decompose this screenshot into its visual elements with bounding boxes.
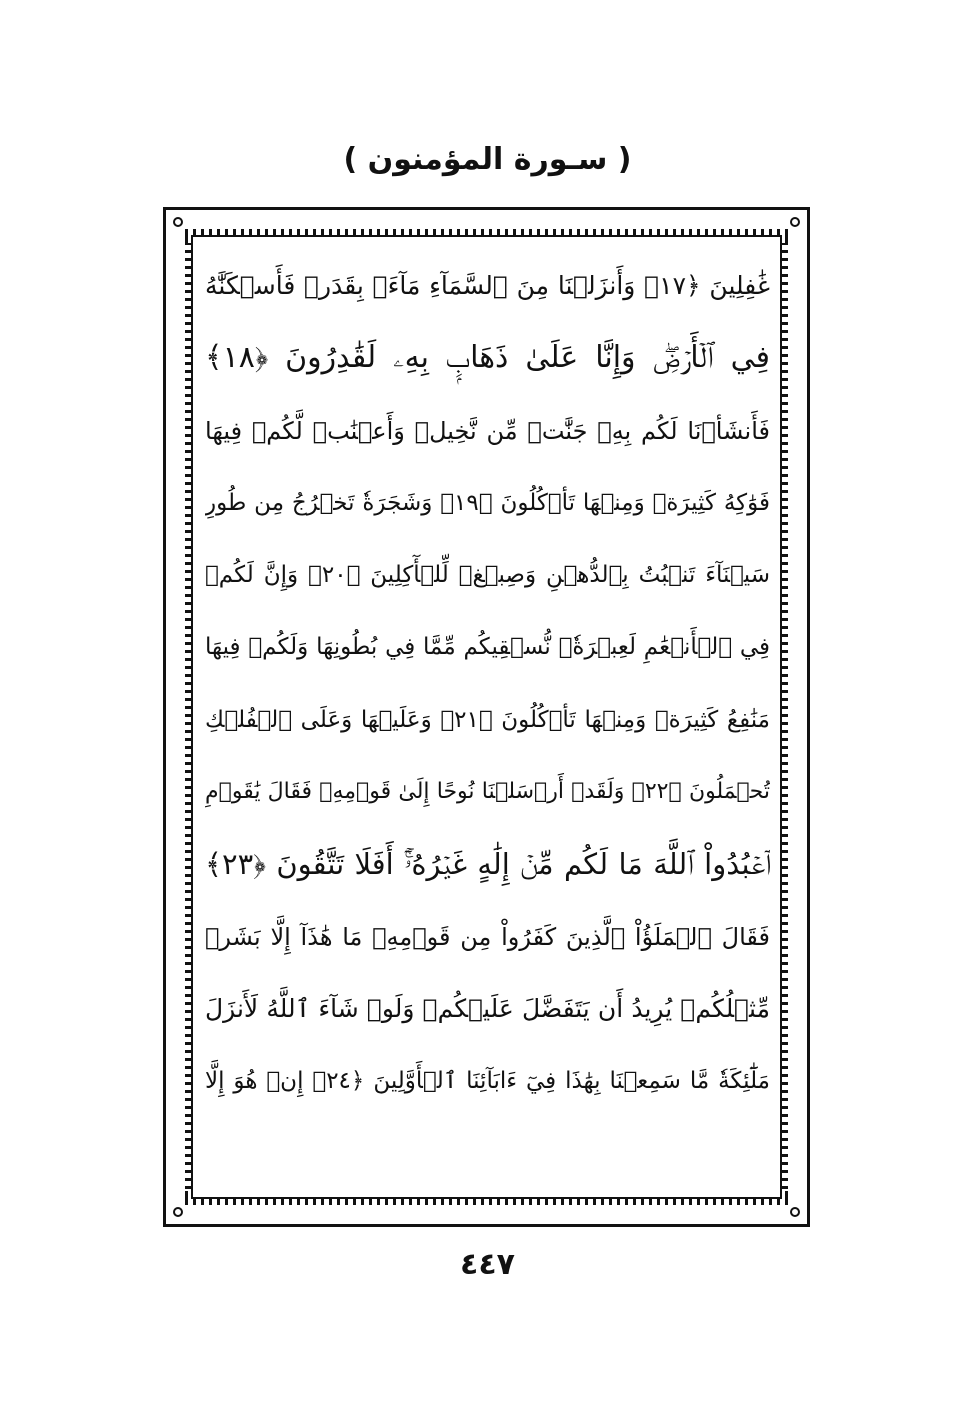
- text-line: فَقَالَ ٱلۡمَلَؤُاْ ٱلَّذِينَ كَفَرُواْ مِن قَوۡمِهِۦ مَا هَٰذَآ إِلَّا بَشَرٞ: [205, 922, 770, 951]
- text-line: غَٰفِلِينَ ﴿١٧﴾ وَأَنزَلۡنَا مِنَ ٱلسَّمَآءِ مَآءَۢ بِقَدَرٖ فَأَسۡكَنَّٰهُ: [205, 271, 770, 300]
- text-line: فَوَٰكِهُ كَثِيرَةٞ وَمِنۡهَا تَأۡكُلُونَ ﴿١٩﴾ وَشَجَرَةٗ تَخۡرُجُ مِن طُورِ: [205, 489, 770, 516]
- quran-text-body: [205, 250, 770, 1190]
- text-line: فِي ٱلۡأَنۡعَٰمِ لَعِبۡرَةٗۖ نُّسۡقِيكُم مِّمَّا فِي بُطُونِهَا وَلَكُمۡ فِيهَا: [205, 634, 770, 661]
- surah-title: ( سـورة المؤمنون ): [343, 142, 632, 177]
- corner-ornament: [790, 217, 800, 227]
- text-line: فَأَنشَأۡنَا لَكُم بِهِۦ جَنَّٰتٖ مِّن نَّخِيلٖ وَأَعۡنَٰبٖ لَّكُمۡ فِيهَا: [205, 416, 770, 445]
- page-number: ٤٤٧: [460, 1247, 515, 1282]
- text-line: فِي ٱلۡأَرۡضِۖ وَإِنَّا عَلَىٰ ذَهَابِۭ بِهِۦ لَقَٰدِرُونَ ﴿١٨﴾: [205, 340, 770, 376]
- corner-ornament: [173, 217, 183, 227]
- text-line: مَنَٰفِعُ كَثِيرَةٞ وَمِنۡهَا تَأۡكُلُونَ ﴿٢١﴾ وَعَلَيۡهَا وَعَلَى ٱلۡفُلۡكِ: [205, 706, 770, 733]
- text-line: سَيۡنَآءَ تَنۢبُتُ بِٱلدُّهۡنِ وَصِبۡغٖ لِّلۡأٓكِلِينَ ﴿٢٠﴾ وَإِنَّ لَكُمۡ: [205, 562, 770, 589]
- text-line: مِّثۡلُكُمۡ يُرِيدُ أَن يَتَفَضَّلَ عَلَيۡكُمۡ وَلَوۡ شَآءَ ٱللَّهُ لَأَنزَلَ: [205, 993, 770, 1023]
- corner-ornament: [790, 1207, 800, 1217]
- text-line: تُحۡمَلُونَ ﴿٢٢﴾ وَلَقَدۡ أَرۡسَلۡنَا نُوحًا إِلَىٰ قَوۡمِهِۦ فَقَالَ يَٰقَوۡمِ: [205, 779, 770, 805]
- text-line: مَلَٰٓئِكَةٗ مَّا سَمِعۡنَا بِهَٰذَا فِيٓ ءَابَآئِنَا ٱلۡأَوَّلِينَ ﴿٢٤﴾ إِنۡ هُوَ إِلَّا: [205, 1068, 770, 1095]
- text-line: ٱعۡبُدُواْ ٱللَّهَ مَا لَكُم مِّنۡ إِلَٰهٍ غَيۡرُهُۥٓۚ أَفَلَا تَتَّقُونَ ﴿٢٣﴾: [205, 847, 770, 882]
- corner-ornament: [173, 1207, 183, 1217]
